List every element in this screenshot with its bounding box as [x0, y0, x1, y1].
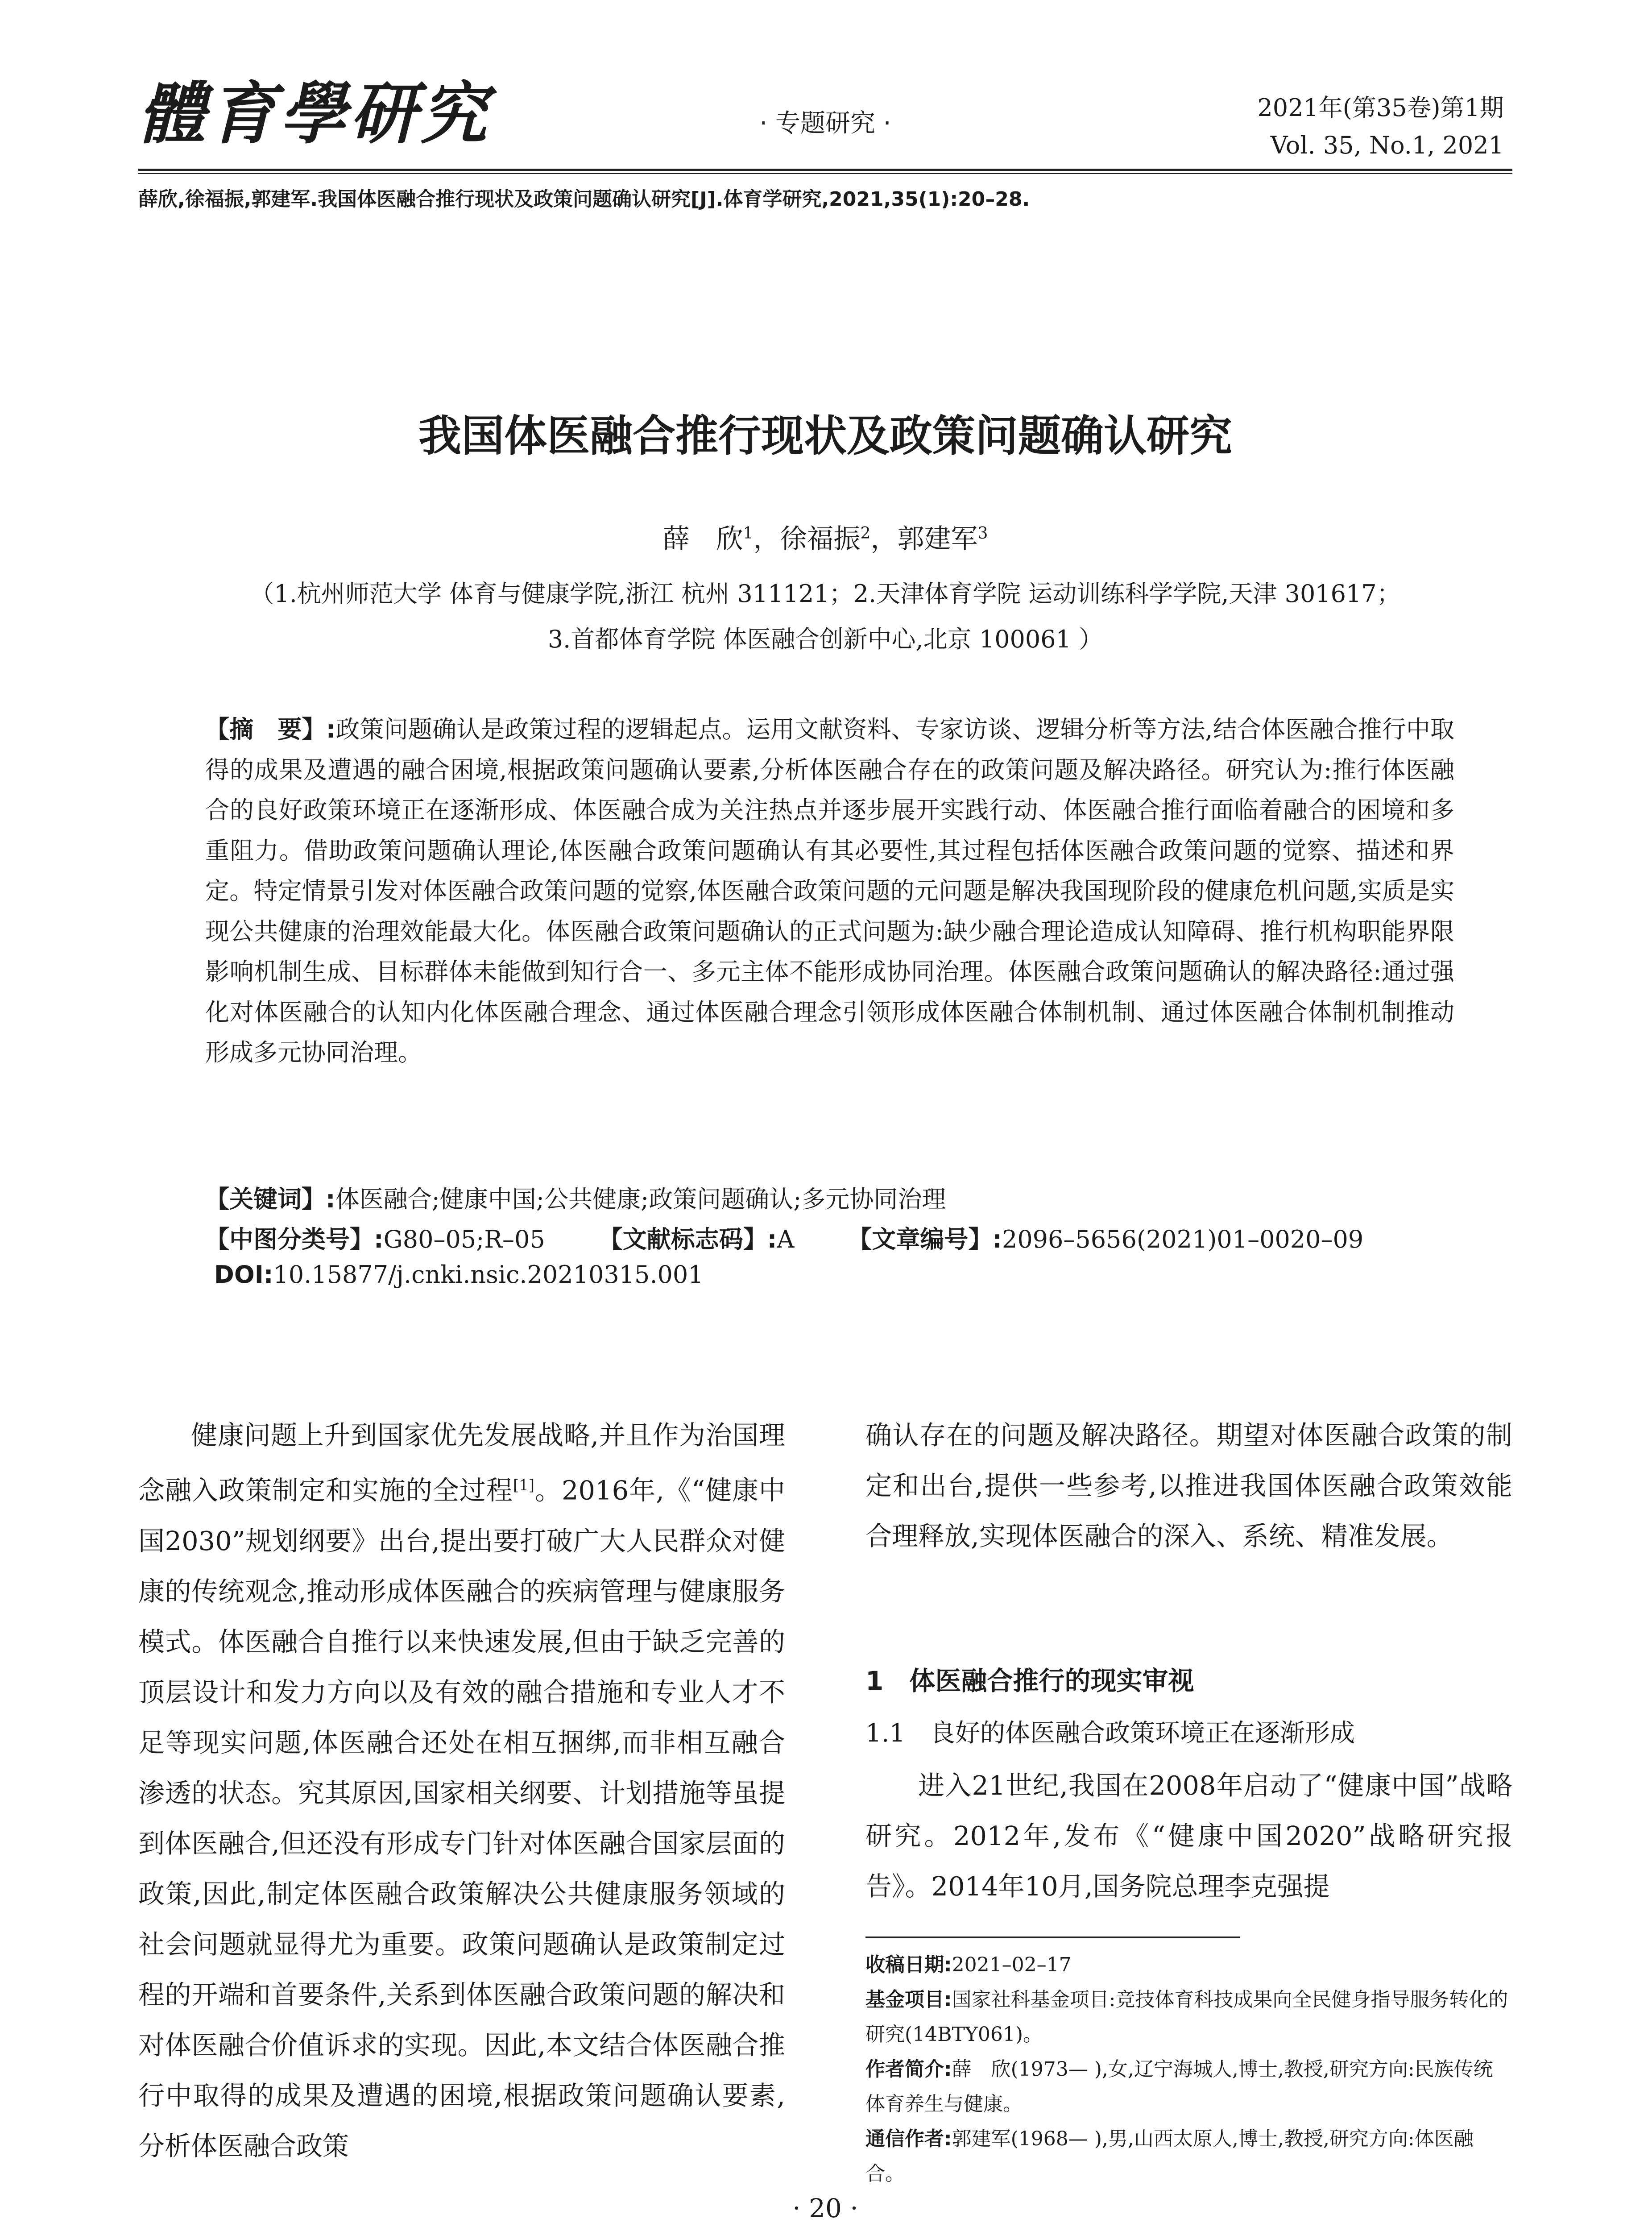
- received-date: 2021–02–17: [952, 1953, 1072, 1976]
- author-separator: ，: [753, 523, 780, 555]
- author-separator: ，: [870, 523, 898, 555]
- doc-code-label: 【文献标志码】:: [598, 1225, 777, 1253]
- journal-logo: 體育學研究: [138, 75, 491, 153]
- keywords-label: 【关键词】:: [205, 1185, 335, 1213]
- author-name: 郭建军: [897, 523, 978, 555]
- citation: 薛欣,徐福振,郭建军.我国体医融合推行现状及政策问题确认研究[J].体育学研究,2021,35(1):20–28.: [138, 188, 1030, 211]
- doi-value[interactable]: 10.15877/j.cnki.nsic.20210315.001: [273, 1261, 704, 1289]
- doc-code-value: A: [777, 1225, 795, 1253]
- header-rule-thick: [138, 169, 1512, 171]
- body-right-column: [865, 1760, 1512, 1912]
- section-heading: 1 体医融合推行的现实审视: [865, 1666, 1194, 1696]
- page-number: · 20 ·: [792, 2193, 858, 2223]
- abstract: [205, 709, 1454, 1073]
- keywords-text: 体医融合;健康中国;公共健康;政策问题确认;多元协同治理: [335, 1185, 946, 1213]
- issue-cn: 2021年(第35卷)第1期: [1257, 94, 1504, 122]
- body-left-column: [138, 1410, 785, 2171]
- affiliation-line: 3.首都体育学院 体医融合创新中心,北京 100061 ）: [547, 625, 1103, 653]
- author-bio-label: 作者简介:: [865, 2058, 952, 2081]
- fund-label: 基金项目:: [865, 1988, 952, 2011]
- doi-label: DOI:: [214, 1261, 273, 1289]
- classification-line: [205, 1220, 1363, 1255]
- author-list: [138, 518, 1512, 556]
- clc-label: 【中图分类号】:: [205, 1225, 384, 1253]
- section-label: · 专题研究 ·: [759, 109, 891, 138]
- corresponding-label: 通信作者:: [865, 2127, 952, 2150]
- author-affil-mark: 2: [860, 524, 871, 543]
- author-affil-mark: 3: [977, 524, 988, 543]
- issue-info: [1257, 89, 1504, 164]
- doi-line: [214, 1261, 704, 1289]
- article-number-label: 【文章编号】:: [848, 1225, 1002, 1253]
- footnotes: [865, 1948, 1512, 2191]
- affiliation-line: （1.杭州师范大学 体育与健康学院,浙江 杭州 311121；2.天津体育学院 运动训练科学学院,天津 301617；: [250, 580, 1401, 608]
- author-bio-text: 薛 欣(1973— ),女,辽宁海城人,博士,教授,研究方向:民族传统体育养生与健康。: [865, 2058, 1493, 2115]
- subsection-heading: 1.1 良好的体医融合政策环境正在逐渐形成: [865, 1719, 1355, 1748]
- body-paragraph: 确认存在的问题及解决路径。期望对体医融合政策的制定和出台,提供一些参考,以推进我国体医融合政策效能合理释放,实现体医融合的深入、系统、精准发展。: [865, 1420, 1512, 1551]
- body-paragraph: 进入21世纪,我国在2008年启动了“健康中国”战略研究。2012年,发布《“健康中国2020”战略研究报告》。2014年10月,国务院总理李克强提: [865, 1770, 1512, 1902]
- paper-title: 我国体医融合推行现状及政策问题确认研究: [418, 411, 1232, 461]
- corresponding-text: 郭建军(1968— ),男,山西太原人,博士,教授,研究方向:体医融合。: [865, 2127, 1474, 2185]
- author-name: 薛 欣: [662, 523, 743, 555]
- issue-en: Vol. 35, No.1, 2021: [1270, 131, 1504, 159]
- body-right-intro: [865, 1410, 1512, 1561]
- keywords: [205, 1180, 946, 1215]
- abstract-text: 政策问题确认是政策过程的逻辑起点。运用文献资料、专家访谈、逻辑分析等方法,结合体医融合推行中取得的成果及遭遇的融合困境,根据政策问题确认要素,分析体医融合存在的政策问题及解决路径。研究认为:推行体医融合的良好政策环境正在逐渐形成、体医融合成为关注热点并逐步展开实践行动、体医融合推行面临着融合的困境和多重阻力。借助政策问题确认理论,体医融合政策问题确认有其必要性,其过程包括体医融合政策问题的觉察、描述和界定。特定情景引发对体医融合政策问题的觉察,体医融合政策问题的元问题是解决我国现阶段的健康危机问题,实质是实现公共健康的治理效能最大化。体医融合政策问题确认的正式问题为:缺少融合理论造成认知障碍、推行机构职能界限影响机制生成、目标群体未能做到知行合一、多元主体不能形成协同治理。体医融合政策问题确认的解决路径:通过强化对体医融合的认知内化体医融合理念、通过体医融合理念引领形成体医融合体制机制、通过体医融合体制机制推动形成多元协同治理。: [205, 715, 1454, 1066]
- received-label: 收稿日期:: [865, 1953, 952, 1976]
- article-number-value: 2096–5656(2021)01–0020–09: [1002, 1225, 1364, 1253]
- fund-text: 国家社科基金项目:竞技体育科技成果向全民健身指导服务转化的研究(14BTY061)。: [865, 1988, 1508, 2046]
- body-text: 。2016年,《“健康中国2030”规划纲要》出台,提出要打破广大人民群众对健康的传统观念,推动形成体医融合的疾病管理与健康服务模式。体医融合自推行以来快速发展,但由于缺乏完善的顶层设计和发力方向以及有效的融合措施和专业人才不足等现实问题,体医融合还处在相互捆绑,而非相互融合渗透的状态。究其原因,国家相关纲要、计划措施等虽提到体医融合,但还没有形成专门针对体医融合国家层面的政策,因此,制定体医融合政策解决公共健康服务领域的社会问题就显得尤为重要。政策问题确认是政策制定过程的开端和首要条件,关系到体医融合政策问题的解决和对体医融合价值诉求的实现。因此,本文结合体医融合推行中取得的成果及遭遇的困境,根据政策问题确认要素,分析体医融合政策: [138, 1475, 785, 2161]
- clc-value: G80–05;R–05: [383, 1225, 545, 1253]
- author-affil-mark: 1: [743, 524, 754, 543]
- affiliations: [138, 571, 1512, 662]
- footnote-rule: [865, 1937, 1240, 1938]
- header-rule-thin: [138, 173, 1512, 174]
- body-text: 健康问题上升到国家优先发展战略,并且作为治国理念融入政策制定和实施的全过程: [138, 1420, 785, 1506]
- author-name: 徐福振: [780, 523, 861, 555]
- reference-mark[interactable]: [1]: [513, 1476, 535, 1494]
- abstract-label: 【摘 要】:: [205, 715, 336, 743]
